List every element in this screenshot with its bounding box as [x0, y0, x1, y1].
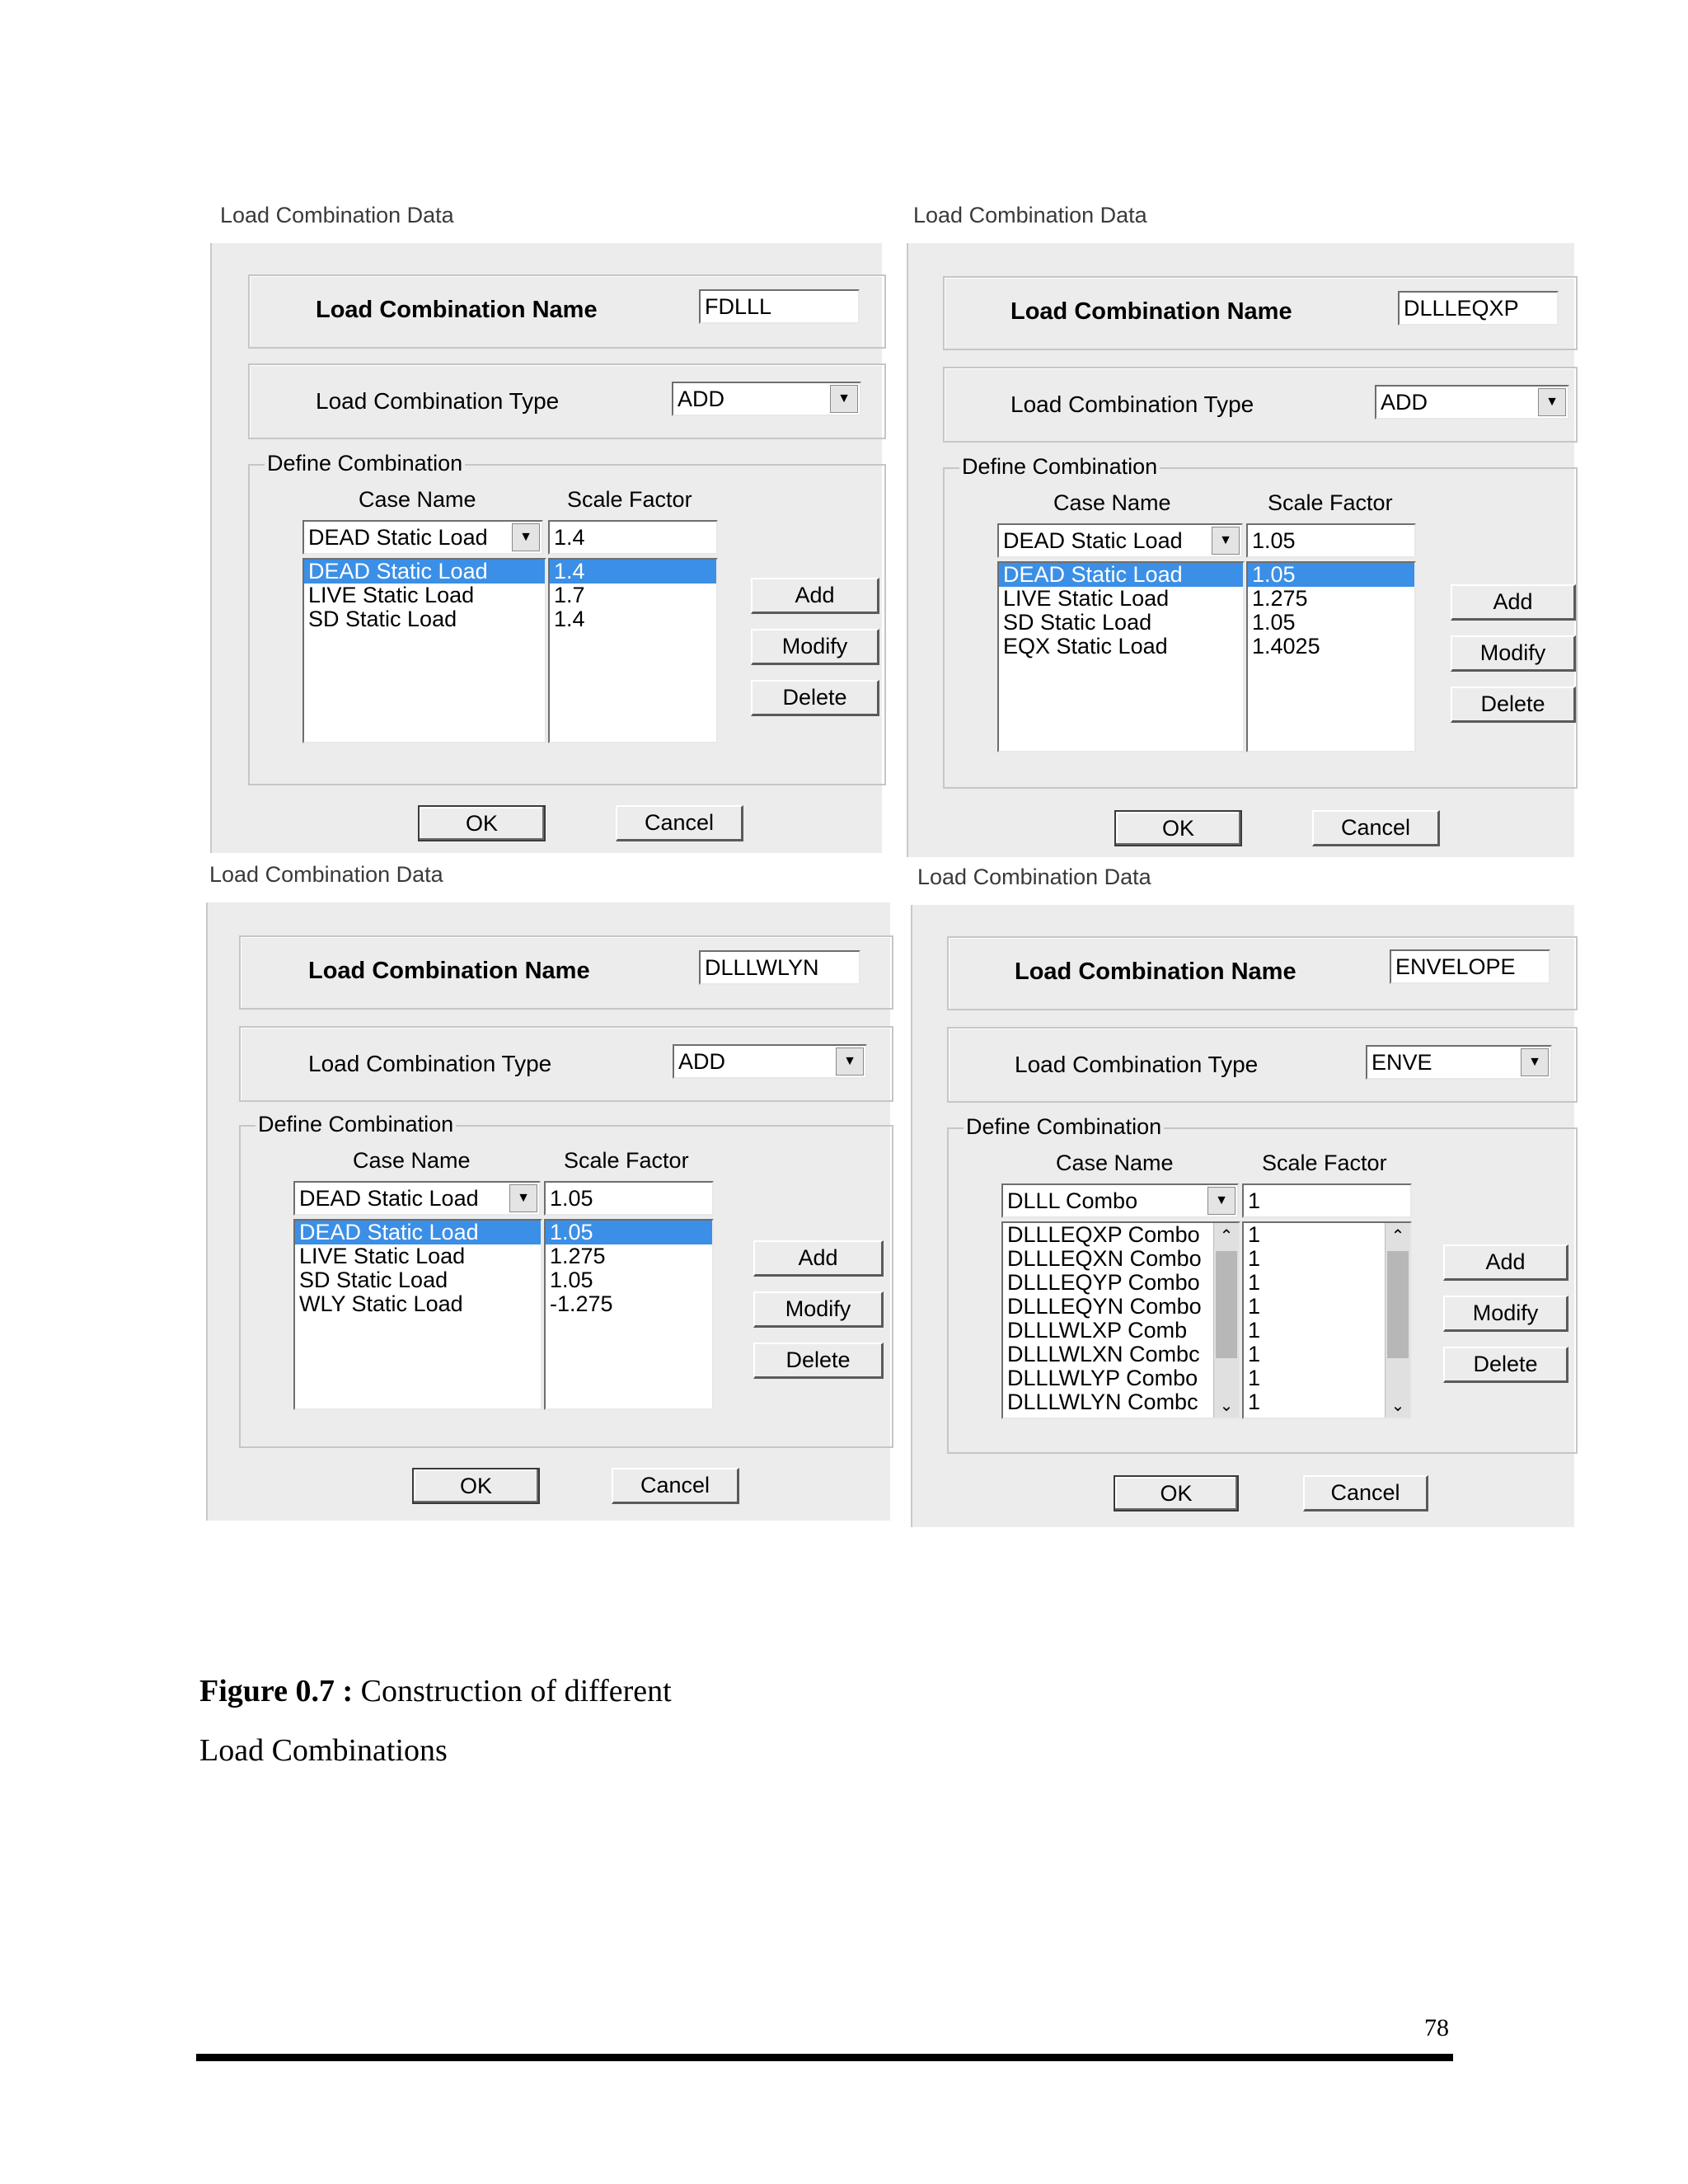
scale-factor-header: Scale Factor	[564, 1148, 689, 1173]
dialog-body	[210, 243, 882, 853]
dialog-title: Load Combination Data	[913, 203, 1147, 227]
scale-factor-header: Scale Factor	[1262, 1151, 1387, 1175]
list-item[interactable]: 1.4	[550, 560, 716, 583]
define-combination-group	[248, 451, 886, 785]
list-item[interactable]: 1.4025	[1252, 634, 1320, 658]
combination-type-value: ADD	[1381, 390, 1428, 415]
ok-button[interactable]: OK	[1114, 1475, 1239, 1511]
combination-name-input[interactable]: DLLLWLYN	[699, 950, 860, 985]
case-name-header: Case Name	[353, 1148, 471, 1173]
list-item[interactable]: SD Static Load	[1003, 610, 1152, 635]
define-combination-legend: Define Combination	[959, 454, 1160, 480]
case-name-header: Case Name	[359, 487, 476, 512]
scale-factor-input[interactable]: 1	[1242, 1183, 1412, 1218]
list-item[interactable]: LIVE Static Load	[299, 1244, 466, 1268]
dialog-body	[206, 902, 890, 1521]
list-item[interactable]: DLLLEQXP Combo	[1007, 1222, 1200, 1247]
list-item[interactable]: DLLLWLXP Comb	[1007, 1318, 1188, 1343]
name-group	[947, 936, 1578, 1010]
load-combination-dialog-2	[907, 198, 1573, 857]
chevron-down-icon[interactable]: ▼	[1212, 527, 1240, 555]
case-name-select[interactable]	[293, 1181, 541, 1216]
name-group	[239, 935, 893, 1010]
case-name-select[interactable]	[1001, 1183, 1239, 1218]
combination-name-input[interactable]: FDLLL	[699, 289, 860, 324]
define-combination-legend: Define Combination	[964, 1114, 1164, 1140]
type-label: Load Combination Type	[308, 1051, 552, 1076]
scale-factor-input[interactable]: 1.4	[548, 520, 718, 555]
delete-button[interactable]: Delete	[753, 1343, 884, 1379]
list-item[interactable]: DEAD Static Load	[999, 563, 1243, 587]
chevron-down-icon[interactable]: ▼	[836, 1047, 864, 1076]
combination-type-select[interactable]	[672, 382, 861, 416]
combination-type-select[interactable]	[1366, 1045, 1552, 1080]
scale-factor-header: Scale Factor	[567, 487, 692, 512]
load-combination-dialog-4	[911, 860, 1573, 1527]
name-label: Load Combination Name	[308, 958, 590, 984]
factor-list-scrollbar[interactable]	[1385, 1223, 1410, 1418]
type-group	[943, 367, 1578, 443]
footer-rule	[196, 2054, 1453, 2061]
factor-list[interactable]	[544, 1219, 714, 1410]
list-item[interactable]: DLLLWLYP Combo	[1007, 1366, 1198, 1390]
dialog-body	[911, 905, 1574, 1527]
case-list[interactable]	[302, 558, 546, 743]
modify-button[interactable]: Modify	[1451, 635, 1576, 672]
case-name-value: DEAD Static Load	[299, 1186, 479, 1211]
list-item[interactable]: 1.05	[1252, 610, 1296, 635]
factor-list[interactable]	[548, 558, 718, 743]
list-item[interactable]: DLLLEQYP Combo	[1007, 1270, 1200, 1295]
scrollbar-thumb[interactable]	[1216, 1251, 1237, 1358]
chevron-down-icon[interactable]: ▼	[512, 523, 540, 551]
list-item[interactable]: 1	[1248, 1246, 1261, 1271]
modify-button[interactable]: Modify	[753, 1291, 884, 1328]
chevron-down-icon[interactable]: ▼	[1521, 1048, 1549, 1076]
dialog-body	[907, 243, 1574, 857]
combination-type-value: ENVE	[1372, 1050, 1432, 1075]
name-label: Load Combination Name	[316, 297, 598, 323]
list-item[interactable]: 1.05	[1248, 563, 1414, 587]
chevron-down-icon[interactable]: ▼	[1207, 1187, 1236, 1215]
combination-type-select[interactable]	[1375, 385, 1569, 419]
list-item[interactable]: DEAD Static Load	[304, 560, 545, 583]
list-item[interactable]: SD Static Load	[308, 607, 457, 631]
list-item[interactable]: LIVE Static Load	[308, 583, 475, 607]
combination-name-input[interactable]: DLLLEQXP	[1398, 291, 1559, 326]
factor-list[interactable]	[1246, 561, 1416, 752]
chevron-down-icon[interactable]: ⌄	[1219, 1396, 1234, 1415]
list-item[interactable]: 1.4	[554, 607, 585, 631]
type-group	[947, 1027, 1578, 1103]
add-button[interactable]: Add	[1451, 584, 1576, 621]
list-item[interactable]: 1	[1248, 1390, 1261, 1414]
list-item[interactable]: DLLLWLXN Combc	[1007, 1342, 1200, 1366]
add-button[interactable]: Add	[753, 1240, 884, 1277]
chevron-up-icon[interactable]: ⌃	[1390, 1226, 1405, 1245]
chevron-down-icon[interactable]: ▼	[509, 1184, 537, 1212]
case-list[interactable]	[1001, 1221, 1240, 1419]
list-item[interactable]: 1	[1248, 1294, 1261, 1319]
case-name-select[interactable]	[302, 520, 543, 555]
ok-button[interactable]: OK	[1114, 810, 1242, 846]
case-name-value: DEAD Static Load	[1003, 528, 1183, 553]
caption-line-2: Load Combinations	[199, 1733, 448, 1768]
chevron-down-icon[interactable]: ▼	[1538, 388, 1566, 416]
add-button[interactable]: Add	[1443, 1244, 1568, 1281]
list-item[interactable]: 1	[1248, 1270, 1261, 1295]
list-item[interactable]: DLLLWLYN Combc	[1007, 1390, 1198, 1414]
combination-type-select[interactable]	[673, 1044, 867, 1079]
list-item[interactable]: 1.7	[554, 583, 585, 607]
list-item[interactable]: 1.275	[550, 1244, 606, 1268]
list-item[interactable]: WLY Static Load	[299, 1291, 463, 1316]
list-item[interactable]: 1	[1248, 1342, 1261, 1366]
define-combination-group	[947, 1114, 1578, 1454]
list-item[interactable]: SD Static Load	[299, 1268, 448, 1292]
type-label: Load Combination Type	[1015, 1052, 1259, 1077]
figure-label: Figure 0.7 :	[199, 1674, 354, 1708]
case-name-select[interactable]	[997, 523, 1243, 558]
add-button[interactable]: Add	[751, 578, 879, 614]
define-combination-group	[943, 454, 1578, 789]
modify-button[interactable]: Modify	[1443, 1296, 1568, 1332]
scrollbar-thumb[interactable]	[1387, 1251, 1409, 1358]
delete-button[interactable]: Delete	[751, 680, 879, 716]
scale-factor-input[interactable]: 1.05	[1246, 523, 1416, 558]
cancel-button[interactable]: Cancel	[1312, 810, 1440, 846]
list-item[interactable]: 1.275	[1252, 586, 1308, 611]
list-item[interactable]: 1.05	[546, 1221, 712, 1244]
dialog-title: Load Combination Data	[917, 865, 1151, 889]
delete-button[interactable]: Delete	[1443, 1347, 1568, 1383]
factor-list[interactable]	[1242, 1221, 1412, 1419]
define-combination-group	[239, 1112, 893, 1448]
define-combination-legend: Define Combination	[256, 1112, 456, 1137]
ok-button[interactable]: OK	[418, 805, 546, 841]
list-item[interactable]: 1	[1248, 1222, 1261, 1247]
scale-factor-header: Scale Factor	[1268, 490, 1393, 515]
list-item[interactable]: LIVE Static Load	[1003, 586, 1170, 611]
list-item[interactable]: DEAD Static Load	[295, 1221, 541, 1244]
list-item[interactable]: 1	[1248, 1366, 1261, 1390]
list-item[interactable]: 1.05	[550, 1268, 593, 1292]
scale-factor-input[interactable]: 1.05	[544, 1181, 714, 1216]
chevron-up-icon[interactable]: ⌃	[1219, 1226, 1234, 1245]
case-list[interactable]	[997, 561, 1245, 752]
case-list-scrollbar[interactable]	[1213, 1223, 1239, 1418]
dialog-title: Load Combination Data	[220, 203, 454, 227]
list-item[interactable]: EQX Static Load	[1003, 634, 1168, 658]
case-list[interactable]	[293, 1219, 542, 1410]
cancel-button[interactable]: Cancel	[616, 805, 743, 841]
type-label: Load Combination Type	[316, 388, 560, 414]
dialog-title: Load Combination Data	[209, 862, 443, 887]
page-number: 78	[1424, 2014, 1449, 2041]
list-item[interactable]: DLLLEQYN Combo	[1007, 1294, 1202, 1319]
delete-button[interactable]: Delete	[1451, 687, 1576, 723]
figure-caption	[199, 1673, 672, 1709]
list-item[interactable]: 1	[1248, 1318, 1261, 1343]
combination-type-value: ADD	[678, 387, 725, 411]
case-name-value: DEAD Static Load	[308, 525, 488, 550]
load-combination-dialog-3	[206, 857, 890, 1521]
case-name-value: DLLL Combo	[1007, 1188, 1138, 1213]
case-name-header: Case Name	[1053, 490, 1171, 515]
modify-button[interactable]: Modify	[751, 629, 879, 665]
list-item[interactable]: DLLLEQXN Combo	[1007, 1246, 1202, 1271]
list-item[interactable]: -1.275	[550, 1291, 613, 1316]
name-group	[943, 276, 1578, 350]
name-group	[248, 274, 886, 349]
type-group	[239, 1026, 893, 1102]
cancel-button[interactable]: Cancel	[612, 1468, 739, 1504]
caption-line-1: Construction of different	[360, 1674, 672, 1708]
chevron-down-icon[interactable]: ▼	[830, 385, 858, 413]
name-label: Load Combination Name	[1015, 958, 1296, 985]
cancel-button[interactable]: Cancel	[1303, 1475, 1428, 1511]
case-name-header: Case Name	[1056, 1151, 1174, 1175]
type-group	[248, 363, 886, 439]
chevron-down-icon[interactable]: ⌄	[1390, 1396, 1405, 1415]
type-label: Load Combination Type	[1010, 391, 1254, 417]
ok-button[interactable]: OK	[412, 1468, 540, 1504]
combination-name-input[interactable]: ENVELOPE	[1390, 949, 1550, 984]
name-label: Load Combination Name	[1010, 298, 1292, 325]
define-combination-legend: Define Combination	[265, 451, 465, 476]
load-combination-dialog-1	[210, 198, 882, 853]
combination-type-value: ADD	[678, 1049, 726, 1074]
